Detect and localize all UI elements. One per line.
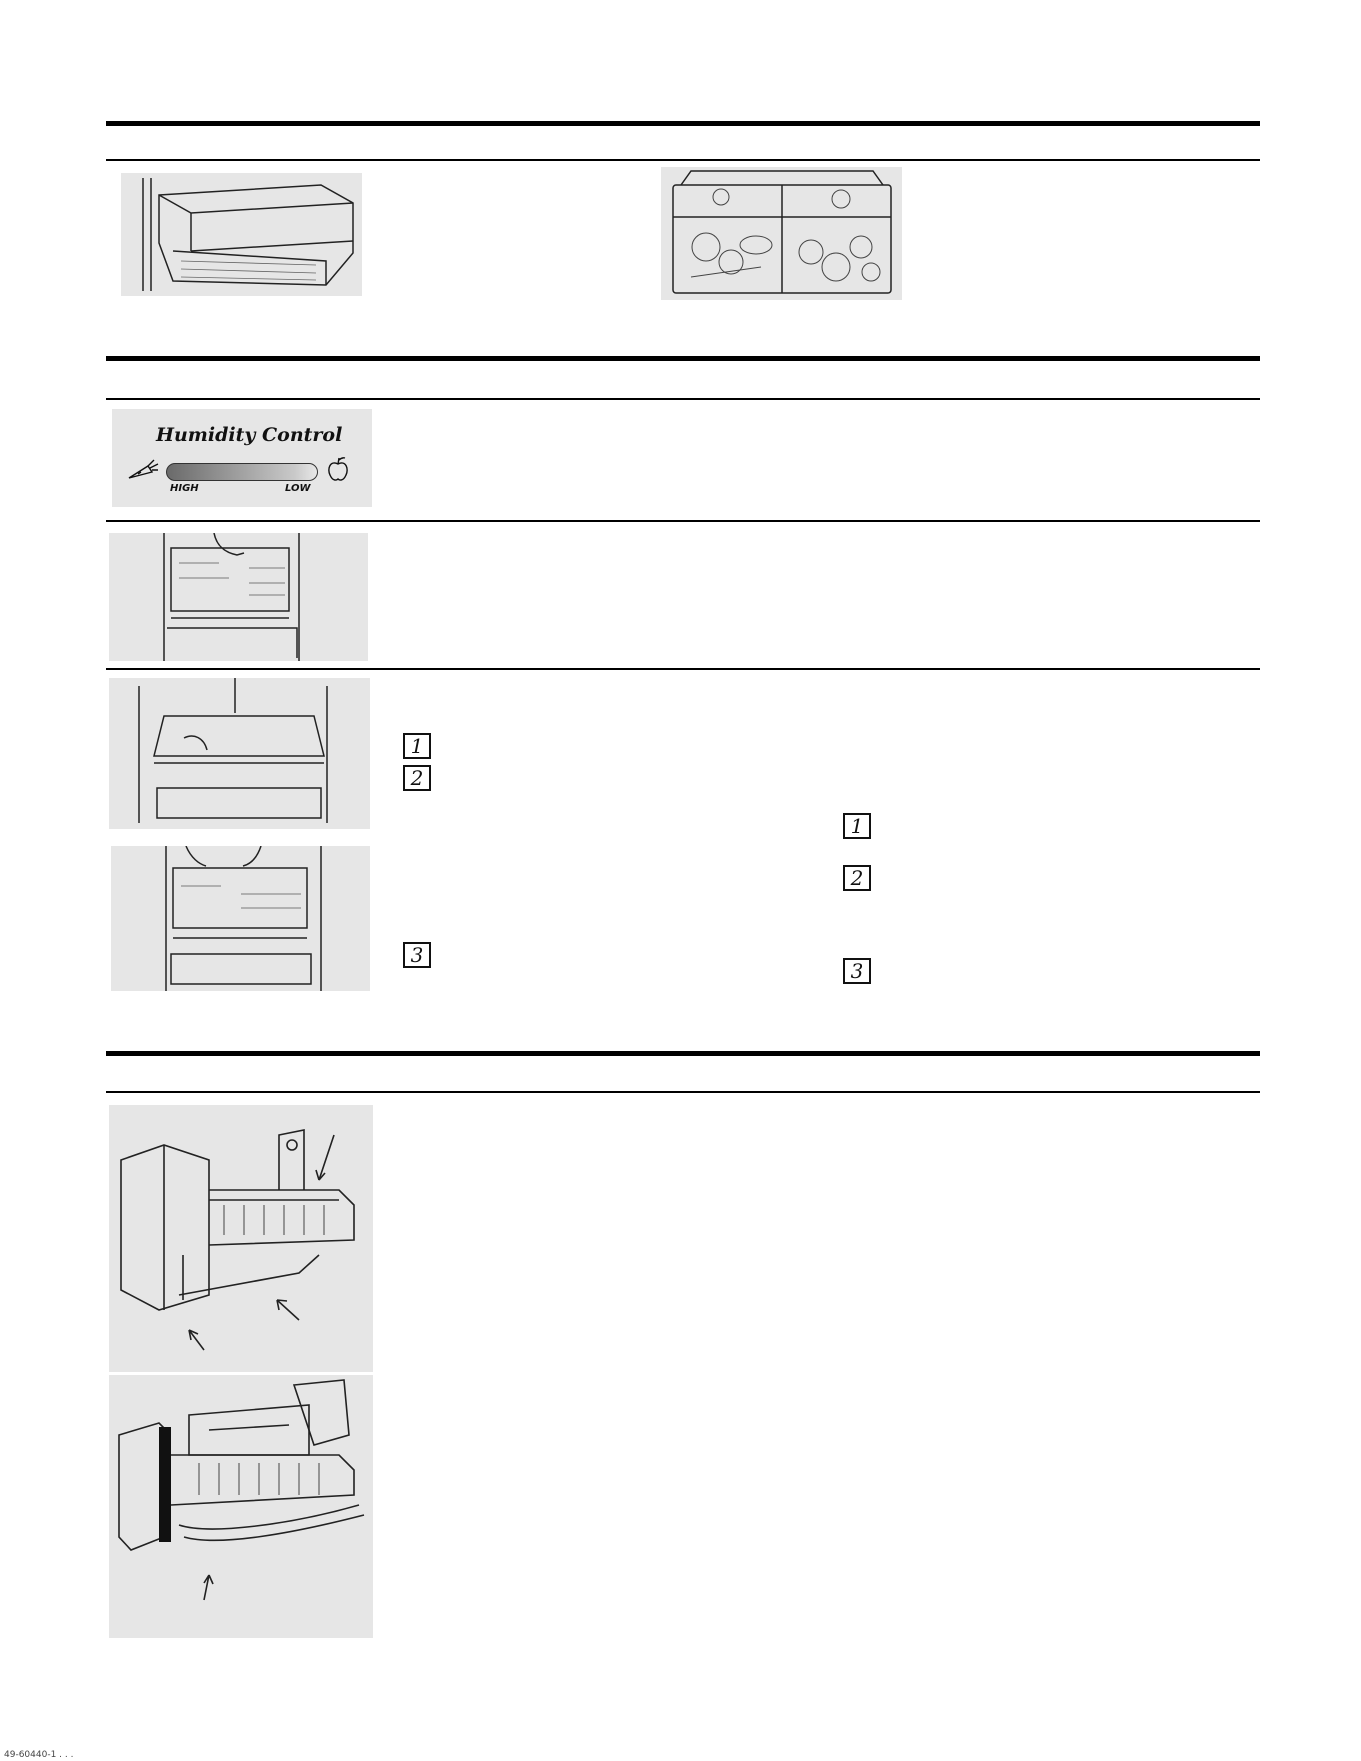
row-divider <box>106 668 1260 670</box>
crisper-frame-illustration-1 <box>109 678 370 829</box>
apple-icon <box>326 455 350 483</box>
step-number-3: 3 <box>403 942 431 968</box>
step-number-2: 2 <box>843 865 871 891</box>
carrot-icon <box>126 458 160 484</box>
step-number-3: 3 <box>843 958 871 984</box>
section-rule-top <box>106 1051 1260 1056</box>
section-rule-sub <box>106 398 1260 400</box>
section-rule-top <box>106 356 1260 361</box>
step-number-1: 1 <box>843 813 871 839</box>
step-number-2: 2 <box>403 765 431 791</box>
crisper-cover-illustration <box>109 533 368 661</box>
step-number-1: 1 <box>403 733 431 759</box>
icemaker-illustration-1 <box>109 1105 373 1372</box>
section-rule-sub <box>106 159 1260 161</box>
footer-page-code: 49-60440-1 . . . <box>4 1750 74 1760</box>
humidity-low-label: LOW <box>285 483 311 494</box>
section-rule-top <box>106 121 1260 126</box>
humidity-control-title: Humidity Control <box>156 424 343 446</box>
humidity-high-label: HIGH <box>170 483 199 494</box>
section-rule-sub <box>106 1091 1260 1093</box>
humidity-slider[interactable] <box>166 463 318 481</box>
icemaker-illustration-2 <box>109 1375 373 1638</box>
crisper-frame-illustration-2 <box>111 846 370 991</box>
drawer-illustration <box>121 173 362 296</box>
row-divider <box>106 520 1260 522</box>
crisper-drawers-illustration <box>661 167 902 300</box>
